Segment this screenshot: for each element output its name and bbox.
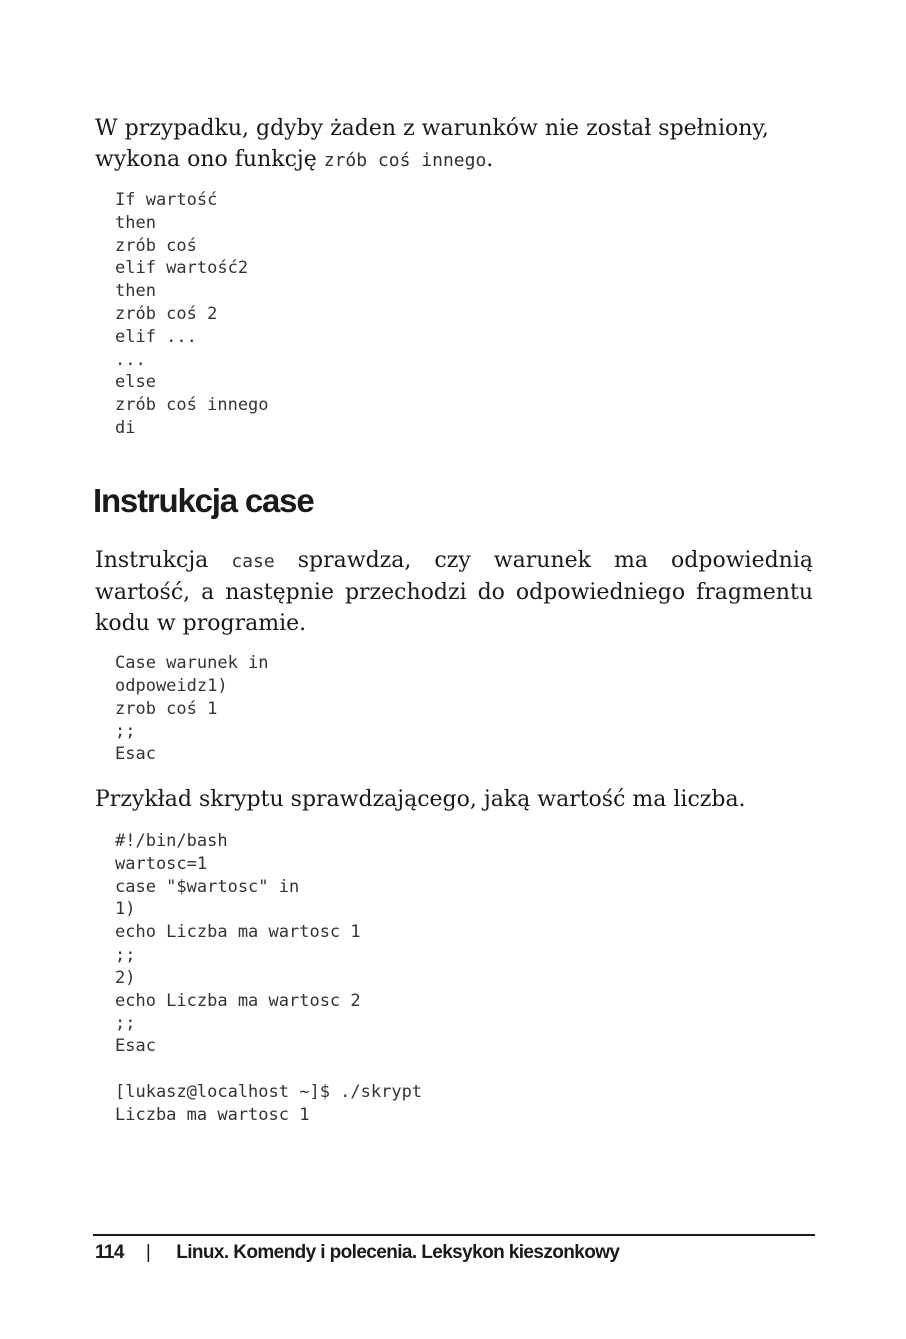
code-block-if	[115, 189, 269, 440]
code-line: ;;	[115, 721, 136, 742]
code-block-case	[115, 652, 269, 766]
code-line: di	[115, 417, 136, 438]
terminal-output-line: Liczba ma wartosc 1	[115, 1104, 310, 1125]
code-line: If wartość	[115, 190, 218, 210]
code-line: 2)	[115, 967, 136, 988]
code-line: zrób coś 2	[115, 303, 218, 324]
inline-code-case: case	[231, 551, 275, 572]
section-heading: Instrukcja case	[93, 482, 314, 519]
book-title: Linux. Komendy i polecenia. Leksykon kieszonkowy	[176, 1242, 620, 1263]
terminal-command-line: [lukasz@localhost ~]$ ./skrypt	[115, 1081, 423, 1102]
case-intro-paragraph	[95, 545, 813, 639]
footer-divider	[93, 1234, 815, 1236]
code-line-blank	[115, 1058, 422, 1081]
code-line: elif ...	[115, 326, 197, 347]
intro-line-1: W przypadku, gdyby żaden z warunków nie został spełniony,	[95, 116, 769, 141]
page-number: 114	[95, 1242, 124, 1263]
code-line: ;;	[115, 1013, 136, 1034]
code-line: echo Liczba ma wartosc 2	[115, 990, 361, 1011]
code-line: ;;	[115, 944, 136, 965]
footer-separator: |	[145, 1242, 151, 1263]
code-line: Esac	[115, 1036, 156, 1057]
code-block-example	[115, 830, 422, 1126]
intro-line-2-suffix: .	[486, 147, 494, 172]
code-line: Case warunek in	[115, 653, 269, 673]
code-line: then	[115, 212, 156, 233]
case-intro-suffix: sprawdza, czy warunek ma odpowiednią wartość, a następnie przechodzi do odpowiedniego fragmentu kodu w programie.	[95, 548, 813, 636]
code-line: then	[115, 281, 156, 302]
intro-line-2-prefix: wykona ono funkcję	[95, 147, 324, 172]
inline-code-zrob-cos-innego: zrób coś innego	[323, 150, 487, 171]
code-line: Esac	[115, 744, 156, 765]
code-line: zrób coś	[115, 235, 197, 256]
code-line: elif wartość2	[115, 258, 249, 279]
code-line: odpoweidz1)	[115, 675, 228, 696]
intro-paragraph	[95, 113, 813, 176]
code-line: #!/bin/bash	[115, 831, 228, 851]
code-line: wartosc=1	[115, 853, 208, 874]
code-line: zrób coś innego	[115, 395, 269, 416]
code-line: echo Liczba ma wartosc 1	[115, 922, 361, 943]
case-intro-prefix: Instrukcja	[95, 548, 232, 573]
code-line: case "$wartosc" in	[115, 876, 300, 897]
code-line: zrob coś 1	[115, 698, 218, 719]
code-line: ...	[115, 349, 146, 370]
example-intro-paragraph: Przykład skryptu sprawdzającego, jaką wartość ma liczba.	[95, 787, 746, 812]
code-line: else	[115, 372, 156, 393]
page-footer	[95, 1242, 619, 1264]
code-line: 1)	[115, 899, 136, 920]
